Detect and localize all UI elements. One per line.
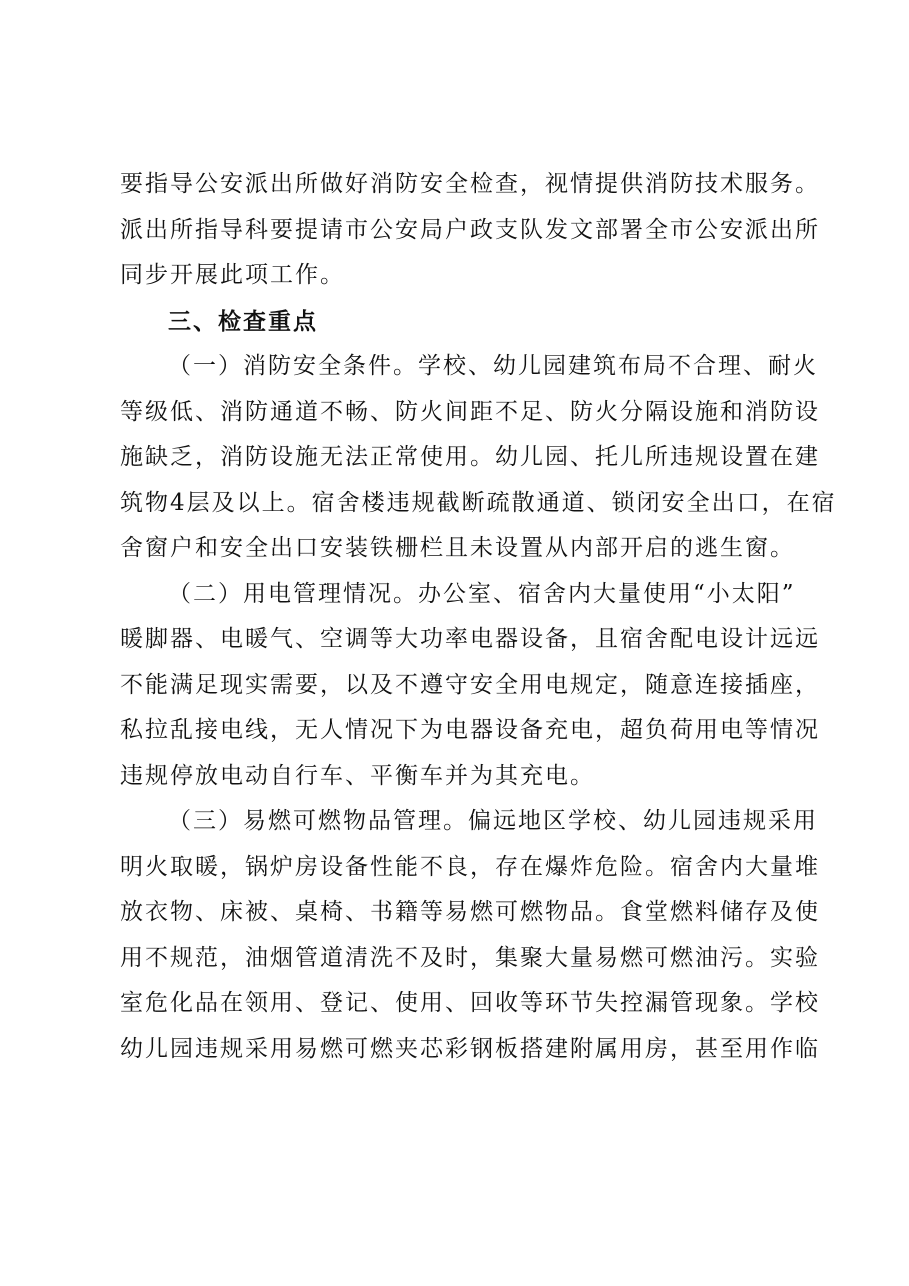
paragraph-line: 要指导公安派出所做好消防安全检查，视情提供消防技术服务。 — [120, 171, 820, 197]
paragraph-line: 暖脚器、电暖气、空调等大功率电器设备，且宿舍配电设计远远 — [120, 626, 820, 652]
paragraph-line: 私拉乱接电线，无人情况下为电器设备充电，超负荷用电等情况 — [120, 717, 820, 743]
section-heading: 三、检查重点 — [168, 307, 318, 335]
document-body — [120, 162, 837, 1072]
paragraph-line: 施缺乏，消防设施无法正常使用。幼儿园、托儿所违规设置在建 — [120, 444, 820, 470]
paragraph-line: 筑物4层及以上。宿舍楼违规截断疏散通道、锁闭安全出口，在宿 — [120, 489, 837, 516]
paragraph-line: 不能满足现实需要，以及不遵守安全用电规定，随意连接插座， — [120, 671, 820, 698]
paragraph-line: （二）用电管理情况。办公室、宿舍内大量使用“小太阳” — [168, 580, 796, 607]
paragraph-line: 等级低、消防通道不畅、防火间距不足、防火分隔设施和消防设 — [120, 398, 820, 425]
paragraph-line: 派出所指导科要提请市公安局户政支队发文部署全市公安派出所 — [120, 216, 820, 243]
paragraph-line: 明火取暖，锅炉房设备性能不良，存在爆炸危险。宿舍内大量堆 — [120, 853, 820, 880]
paragraph-line: 放衣物、床被、桌椅、书籍等易燃可燃物品。食堂燃料储存及使 — [120, 899, 820, 925]
paragraph-line: 用不规范，油烟管道清洗不及时，集聚大量易燃可燃油污。实验 — [120, 944, 820, 971]
paragraph-line: 违规停放电动自行车、平衡车并为其充电。 — [120, 762, 595, 789]
paragraph-line: 室危化品在领用、登记、使用、回收等环节失控漏管现象。学校 — [120, 990, 820, 1016]
paragraph-line: 舍窗户和安全出口安装铁栅栏且未设置从内部开启的逃生窗。 — [120, 535, 795, 561]
paragraph-line: 同步开展此项工作。 — [120, 262, 345, 288]
paragraph-line: 幼儿园违规采用易燃可燃夹芯彩钢板搭建附属用房，甚至用作临 — [120, 1035, 820, 1062]
paragraph-line: （三）易燃可燃物品管理。偏远地区学校、幼儿园违规采用 — [168, 808, 818, 834]
paragraph-line: （一）消防安全条件。学校、幼儿园建筑布局不合理、耐火 — [168, 353, 818, 379]
